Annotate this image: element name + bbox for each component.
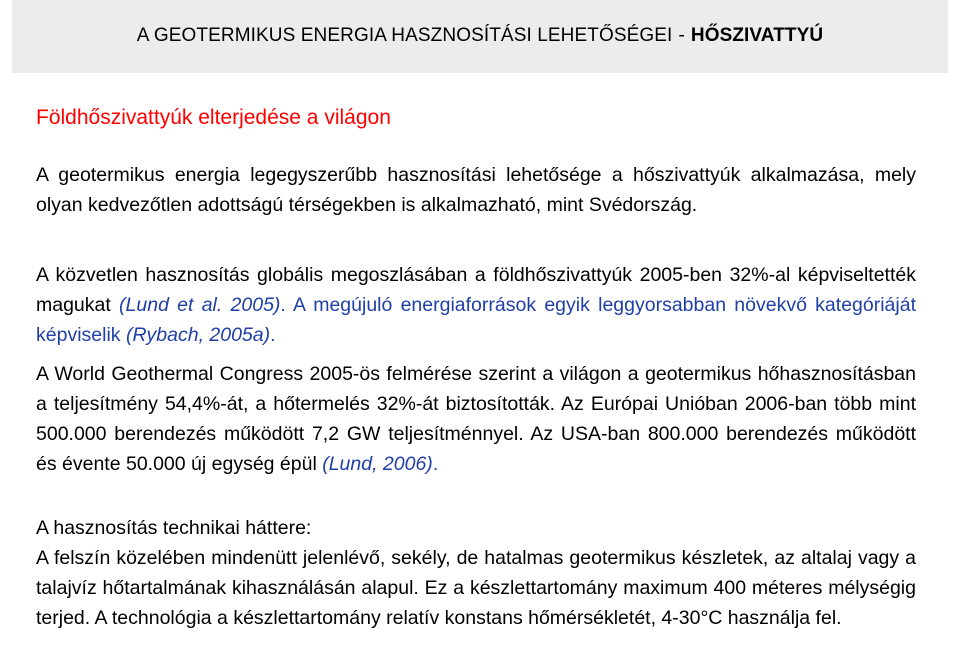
paragraph-distribution-text-b: . A megújuló energiaforrások egyik leggyorsabban növekvő kategóriáját képviselik (36, 294, 916, 346)
citation-lund-2006: (Lund, 2006) (322, 453, 433, 475)
paragraph-statistics (36, 359, 916, 479)
paragraph-distribution-text-a: A közvetlen hasznosítás globális megoszlásában a földhőszivattyúk 2005-ben 32%-al képviseltették magukat (36, 264, 916, 316)
page-title-prefix: A GEOTERMIKUS ENERGIA HASZNOSÍTÁSI LEHETŐSÉGEI (136, 25, 673, 46)
section-title: Földhőszivattyúk elterjedése a világon (36, 106, 391, 129)
page-title (12, 25, 948, 47)
technical-background-heading: A hasznosítás technikai háttere: (36, 517, 312, 539)
paragraph-statistics-text-b: . (432, 453, 439, 475)
header-bar (12, 0, 948, 73)
paragraph-intro: A geotermikus energia legegyszerűbb hasznosítási lehetősége a hőszivattyúk alkalmazása, mely olyan kedvezőtlen adottságú térségekben is alkalmazható, mint Svédország. (36, 164, 916, 216)
citation-rybach-2005a: (Rybach, 2005a) (125, 324, 271, 346)
paragraph-distribution-text-c: . (270, 324, 276, 346)
page-title-separator: - (678, 25, 685, 46)
page-title-topic: HŐSZIVATTYÚ (690, 25, 824, 46)
paragraph-technical-background: A felszín közelében mindenütt jelenlévő, sekély, de hatalmas geotermikus készletek, az altalaj vagy a talajvíz hőtartalmának kihasználásán alapul. Ez a készlettartomány maximum 400 méteres mélységig terjed. A technológia a készlettartomány relatív konstans hőmérsékletét, 4-30°C használja fel. (36, 547, 916, 629)
paragraph-distribution (36, 260, 916, 350)
paragraph-statistics-text-a: A World Geothermal Congress 2005-ös felmérése szerint a világon a geotermikus hőhasznosításban a teljesítmény 54,4%-át, a hőtermelés 32%-át biztosították. Az Európai Unióban 2006-ban több mint 500.000 berendezés működött 7,2 GW teljesítménnyel. Az USA-ban 800.000 berendezés működött és évente 50.000 új egység épül (36, 363, 916, 475)
citation-lund-2005: (Lund et al. 2005) (119, 294, 281, 316)
